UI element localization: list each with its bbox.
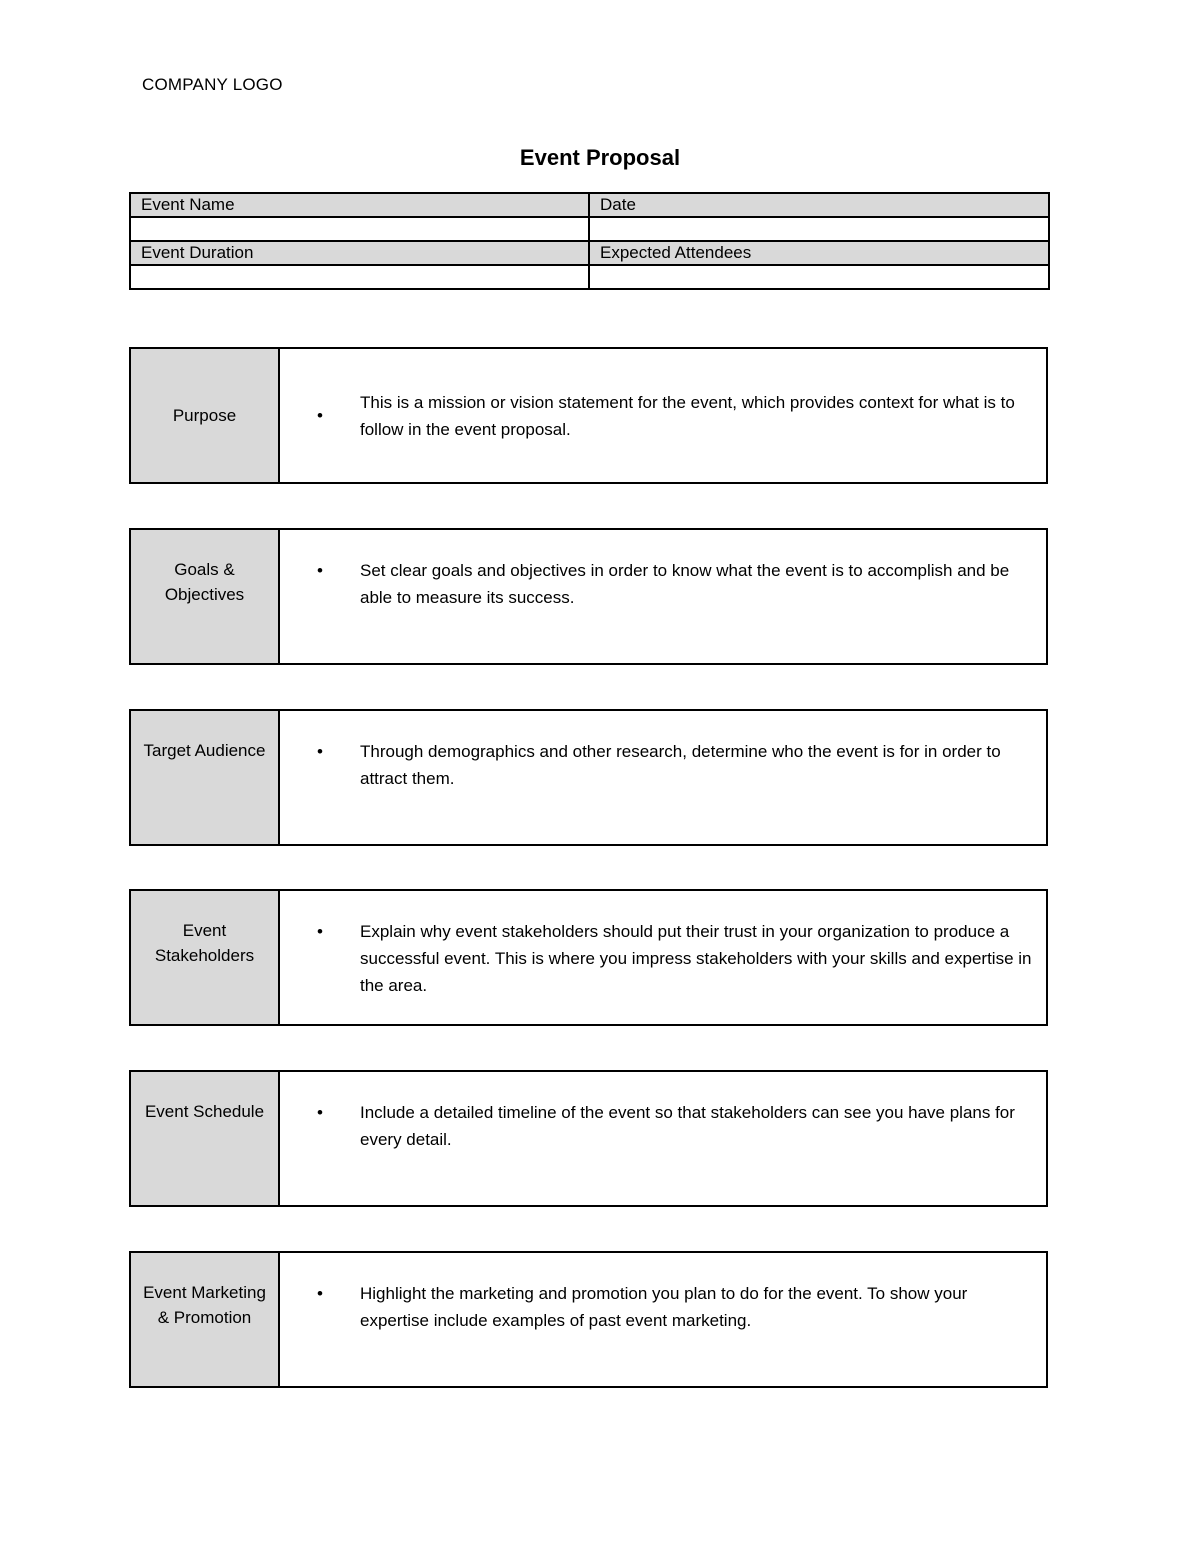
table-row (130, 265, 1049, 289)
bullet-icon: • (317, 1103, 323, 1122)
section-content (280, 349, 1046, 482)
expected-attendees-label: Expected Attendees (589, 241, 1049, 265)
section-text[interactable]: Include a detailed timeline of the event so that stakeholders can see you have plans for every detail. (360, 1103, 1015, 1149)
table-row (130, 193, 1049, 217)
section-goals-objectives (129, 528, 1048, 665)
event-info-table (129, 192, 1050, 290)
bullet-icon: • (317, 742, 323, 761)
bullet-icon: • (317, 922, 323, 941)
section-text[interactable]: Highlight the marketing and promotion you plan to do for the event. To show your expertise include examples of past event marketing. (360, 1284, 968, 1330)
section-label: Goals & Objectives (131, 530, 280, 663)
page-title: Event Proposal (519, 145, 681, 170)
section-text[interactable]: Set clear goals and objectives in order to know what the event is to accomplish and be able to measure its success. (360, 561, 1010, 607)
table-row (130, 217, 1049, 241)
section-text[interactable]: Explain why event stakeholders should put their trust in your organization to produce a successful event. This is where you impress stakeholders with your skills and expertise in the area. (360, 922, 1032, 995)
section-event-schedule (129, 1070, 1048, 1207)
section-label: Purpose (131, 349, 280, 482)
section-event-stakeholders (129, 889, 1048, 1026)
section-content (280, 1253, 1046, 1386)
section-label: Event Stakeholders (131, 891, 280, 1024)
event-name-label: Event Name (130, 193, 589, 217)
section-label: Event Marketing & Promotion (131, 1253, 280, 1386)
event-duration-label: Event Duration (130, 241, 589, 265)
expected-attendees-field[interactable] (589, 265, 1049, 289)
bullet-icon: • (317, 1284, 323, 1303)
bullet-icon: • (317, 406, 323, 425)
section-purpose (129, 347, 1048, 484)
section-event-marketing-promotion (129, 1251, 1048, 1388)
section-label: Event Schedule (131, 1072, 280, 1205)
table-row (130, 241, 1049, 265)
section-label: Target Audience (131, 711, 280, 844)
section-text[interactable]: This is a mission or vision statement for the event, which provides context for what is to follow in the event proposal. (360, 392, 1015, 439)
section-content (280, 1072, 1046, 1205)
date-field[interactable] (589, 217, 1049, 241)
event-duration-field[interactable] (130, 265, 589, 289)
section-content (280, 711, 1046, 844)
date-label: Date (589, 193, 1049, 217)
section-content (280, 891, 1046, 1024)
bullet-icon: • (317, 561, 323, 580)
company-logo-placeholder: COMPANY LOGO (142, 75, 283, 94)
event-name-field[interactable] (130, 217, 589, 241)
section-content (280, 530, 1046, 663)
section-text[interactable]: Through demographics and other research, determine who the event is for in order to attract them. (360, 742, 1001, 788)
section-target-audience (129, 709, 1048, 846)
